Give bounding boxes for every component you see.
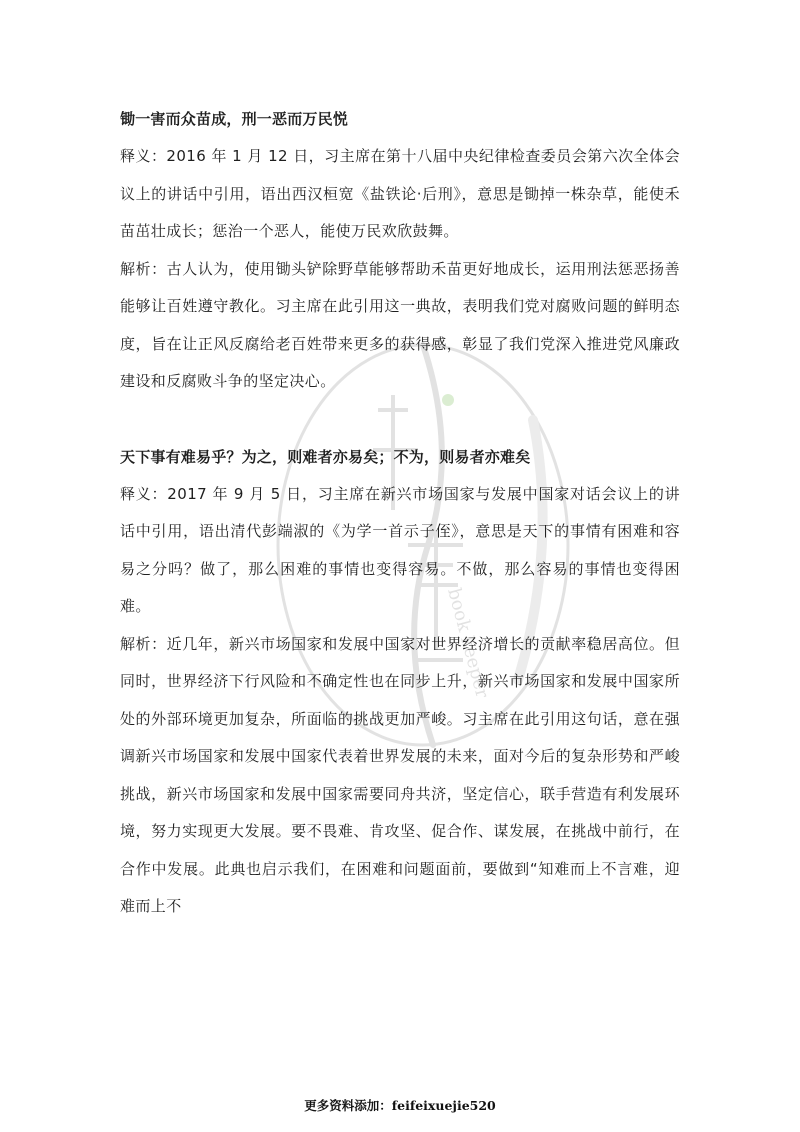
paragraph-analysis: 解析：近几年，新兴市场国家和发展中国家对世界经济增长的贡献率稳居高位。但同时，世界经济下行风险和不确定性也在同步上升，新兴市场国家和发展中国家所处的外部环境更加复杂，所面临的挑战更加严峻。习主席在此引用这句话，意在强调新兴市场国家和发展中国家代表着世界发展的未来，面对今后的复杂形势和严峻挑战，新兴市场国家和发展中国家需要同舟共济，坚定信心，联手营造有利发展环境，努力实现更大发展。要不畏难、肯攻坚、促合作、谋发展，在挑战中前行，在合作中发展。此典也启示我们，在困难和问题面前，要做到“知难而上不言难，迎难而上不 bbox=[120, 634, 680, 915]
section-heading: 锄一害而众苗成，刑一恶而万民悦 bbox=[120, 110, 349, 128]
section-1 bbox=[120, 100, 680, 401]
main-content bbox=[120, 100, 680, 926]
watermark-text: book keeper bbox=[443, 585, 493, 701]
section-2 bbox=[120, 438, 680, 926]
section-spacer bbox=[120, 401, 680, 438]
footer bbox=[0, 1096, 800, 1114]
paragraph-analysis: 解析：古人认为，使用锄头铲除野草能够帮助禾苗更好地成长，运用刑法惩恶扬善能够让百姓遵守教化。习主席在此引用这一典故，表明我们党对腐败问题的鲜明态度，旨在让正风反腐给老百姓带来更多的获得感，彰显了我们党深入推进党风廉政建设和反腐败斗争的坚定决心。 bbox=[120, 259, 680, 390]
footer-label: 更多资料添加： bbox=[304, 1098, 392, 1113]
footer-contact-id: feifeixuejie520 bbox=[391, 1098, 496, 1113]
paragraph-definition: 释义：2017 年 9 月 5 日，习主席在新兴市场国家与发展中国家对话会议上的讲话中引用，语出清代彭端淑的《为学一首示子侄》，意思是天下的事情有困难和容易之分吗？做了，那么困难的事情也变得容易。不做，那么容易的事情也变得困难。 bbox=[120, 484, 680, 615]
paragraph-definition: 释义：2016 年 1 月 12 日，习主席在第十八届中央纪律检查委员会第六次全体会议上的讲话中引用，语出西汉桓宽《盐铁论·后刑》，意思是锄掉一株杂草，能使禾苗茁壮成长；惩治一个恶人，能使万民欢欣鼓舞。 bbox=[120, 147, 680, 240]
section-heading: 天下事有难易乎？为之，则难者亦易矣；不为，则易者亦难矣 bbox=[120, 447, 531, 466]
